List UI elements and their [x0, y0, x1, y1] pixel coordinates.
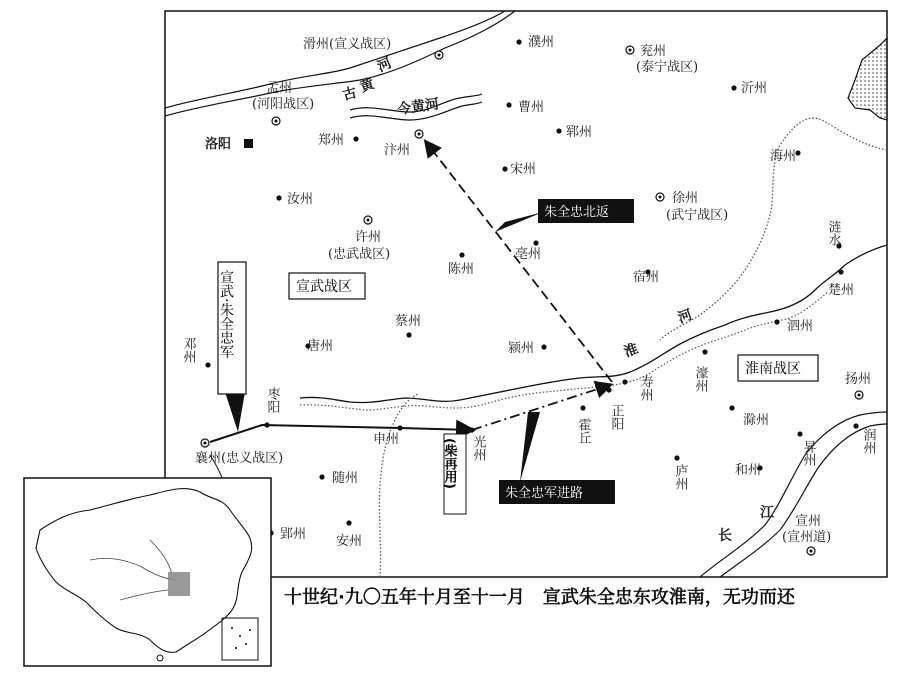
city-dengzhou: 邓州 — [180, 337, 196, 363]
city-hezhou: 和州 — [735, 463, 762, 478]
city-suizhou: 随州 — [332, 471, 359, 486]
city-yingzhou-j: 郢州 — [280, 527, 307, 542]
city-anzhou: 安州 — [336, 534, 363, 549]
city-suzhou: 宿州 — [633, 270, 660, 285]
city-caozhou: 曹州 — [518, 100, 545, 115]
route-label-chai: (柴再用) — [441, 438, 457, 489]
route-label-army1: 宣武·朱全忠军 — [218, 270, 234, 359]
city-luoyang: 洛阳 — [205, 137, 232, 152]
city-zhengzhou: 郑州 — [318, 133, 345, 148]
city-haozhou: 濠州 — [692, 366, 708, 392]
city-guangzhou: 光州 — [470, 435, 486, 461]
river-chang-2: 江 — [760, 505, 774, 521]
city-chenzhou: 陈州 — [448, 262, 475, 277]
city-yunzhou: 郓州 — [566, 125, 593, 140]
city-puzhou: 濮州 — [528, 35, 555, 50]
region-xuanwu: 宣武战区 — [296, 279, 352, 295]
city-zaoyang: 枣阳 — [264, 387, 280, 413]
city-runzhou: 润州 — [860, 428, 876, 454]
city-shenzhou: 申州 — [373, 432, 400, 447]
city-xuanzhou: 宣州 — [795, 514, 822, 529]
city-yangzhou: 扬州 — [845, 372, 872, 387]
route-label-retreat: 朱全忠北返 — [544, 205, 610, 220]
city-huazhou: 滑州(宣义战区) — [303, 37, 392, 52]
city-zhengyang: 正阳 — [608, 404, 624, 430]
river-new-yellow: 今黄河 — [396, 96, 441, 118]
city-lianshui: 涟水 — [825, 220, 841, 246]
city-shouzhou: 寿州 — [637, 375, 653, 401]
city-xuzhou-ha-sub: (忠武战区) — [328, 247, 391, 262]
city-chuzhou-s: 楚州 — [828, 283, 855, 298]
river-old-yellow-3: 河 — [374, 55, 395, 76]
city-mengzhou-sub: (河阳战区) — [252, 97, 315, 112]
city-xuanzhou-sub: (宣州道) — [782, 530, 832, 545]
city-caizhou: 蔡州 — [395, 314, 422, 329]
city-bozhou: 亳州 — [515, 247, 542, 262]
city-yanzhou-sub: (泰宁战区) — [636, 60, 699, 75]
city-sizhou: 泗州 — [787, 319, 814, 334]
city-yizhou: 沂州 — [741, 81, 768, 96]
city-bianzhou: 汴州 — [384, 143, 411, 158]
river-chang-1: 长 — [718, 528, 732, 544]
city-shengzhou: 昇州 — [800, 440, 816, 466]
city-ruzhou: 汝州 — [287, 192, 314, 207]
city-xuzhou-xu-sub: (武宁战区) — [666, 208, 729, 223]
route-label-advance: 朱全忠军进路 — [505, 486, 584, 501]
city-mengzhou: 孟州 — [266, 81, 293, 96]
city-tangzhou: 唐州 — [307, 339, 334, 354]
city-luzhou: 庐州 — [672, 464, 688, 490]
city-songzhou: 宋州 — [510, 162, 537, 177]
city-xuzhou-xu: 徐州 — [672, 191, 699, 206]
river-old-yellow-1: 古 — [340, 84, 359, 104]
river-old-yellow-2: 黄 — [357, 75, 377, 96]
inset-highlight-region — [168, 572, 190, 596]
city-xuzhou-ha: 许州 — [355, 230, 382, 245]
city-xiangzhou: 襄州(忠义战区) — [195, 451, 284, 466]
city-huoqiu: 霍丘 — [575, 418, 591, 444]
city-yanzhou: 兖州 — [640, 44, 667, 59]
region-huainan: 淮南战区 — [745, 361, 801, 377]
city-yingzhou: 颍州 — [508, 341, 535, 356]
river-huai-2: 河 — [675, 306, 695, 327]
city-chuzhou-c: 滁州 — [743, 413, 770, 428]
city-haizhou: 海州 — [770, 149, 797, 164]
map-caption: 十世纪·九〇五年十月至十一月 宣武朱全忠东攻淮南，无功而还 — [284, 587, 795, 608]
river-huai-1: 淮 — [621, 340, 641, 361]
